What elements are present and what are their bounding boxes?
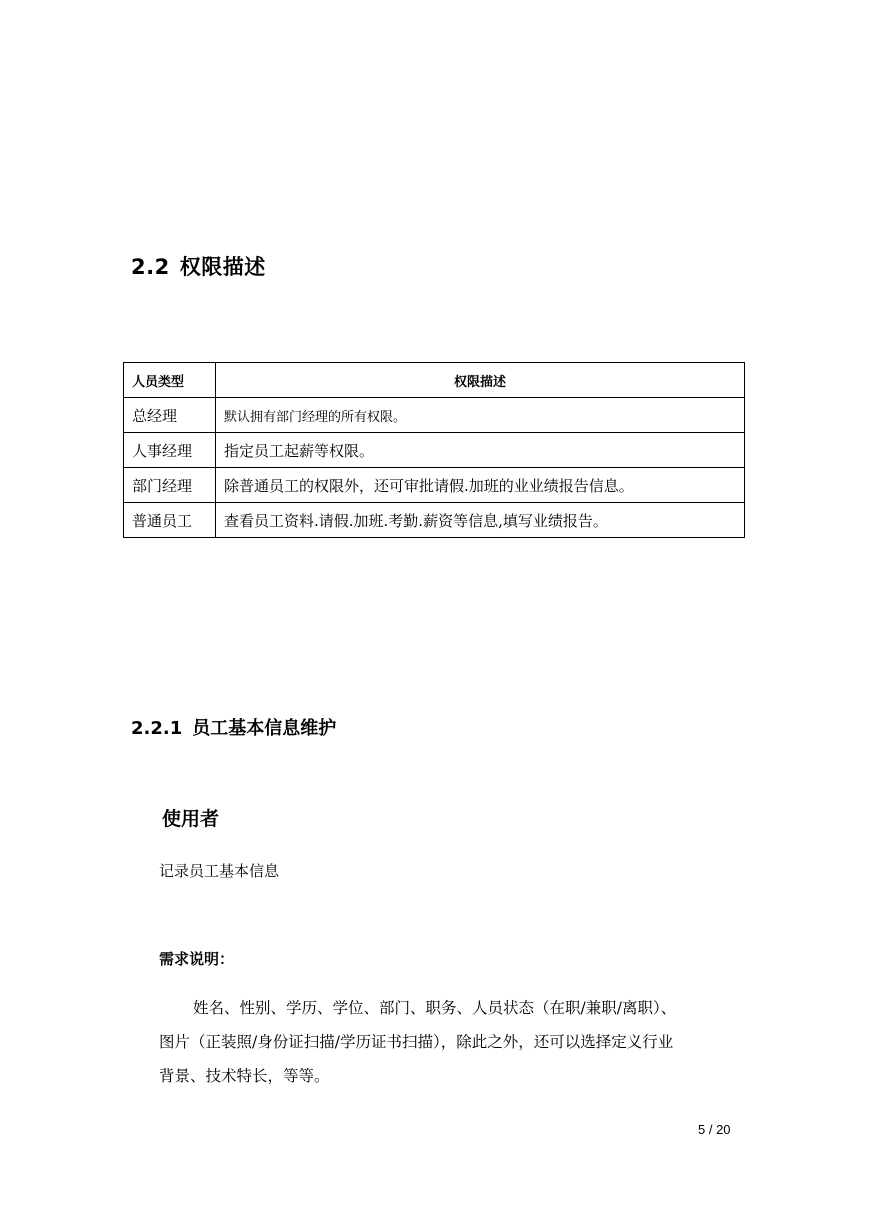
description-cell: 指定员工起薪等权限。	[216, 433, 745, 468]
header-description: 权限描述	[216, 363, 745, 398]
subsection-title: 员工基本信息维护	[192, 718, 337, 739]
header-role: 人员类型	[124, 363, 216, 398]
subsection-heading	[131, 714, 336, 740]
paragraph-line: 背景、技术特长，等等。	[159, 1067, 330, 1085]
table-header-row	[124, 363, 745, 398]
paragraph-line: 图片（正装照/身份证扫描/学历证书扫描），除此之外，还可以选择定义行业	[159, 1033, 674, 1051]
role-cell: 部门经理	[124, 468, 216, 503]
table-row	[124, 433, 745, 468]
paragraph-line: 姓名、性别、学历、学位、部门、职务、人员状态（在职/兼职/离职）、	[193, 999, 677, 1017]
description-cell: 查看员工资料.请假.加班.考勤.薪资等信息,填写业绩报告。	[216, 503, 745, 538]
role-cell: 总经理	[124, 398, 216, 433]
section-heading	[131, 251, 266, 281]
section-title: 权限描述	[179, 255, 266, 279]
table-row	[124, 503, 745, 538]
role-cell: 人事经理	[124, 433, 216, 468]
page-number: 5 / 20	[698, 1122, 731, 1137]
user-text: 记录员工基本信息	[159, 862, 280, 880]
permission-table	[123, 362, 745, 538]
user-heading: 使用者	[162, 808, 220, 830]
description-cell: 默认拥有部门经理的所有权限。	[216, 398, 745, 433]
table-row	[124, 398, 745, 433]
section-number: 2.2	[131, 255, 170, 279]
requirements-paragraph	[159, 991, 749, 1093]
description-cell: 除普通员工的权限外，还可审批请假.加班的业业绩报告信息。	[216, 468, 745, 503]
subsection-number: 2.2.1	[131, 718, 183, 739]
requirements-label: 需求说明：	[159, 950, 235, 968]
role-cell: 普通员工	[124, 503, 216, 538]
table-row	[124, 468, 745, 503]
